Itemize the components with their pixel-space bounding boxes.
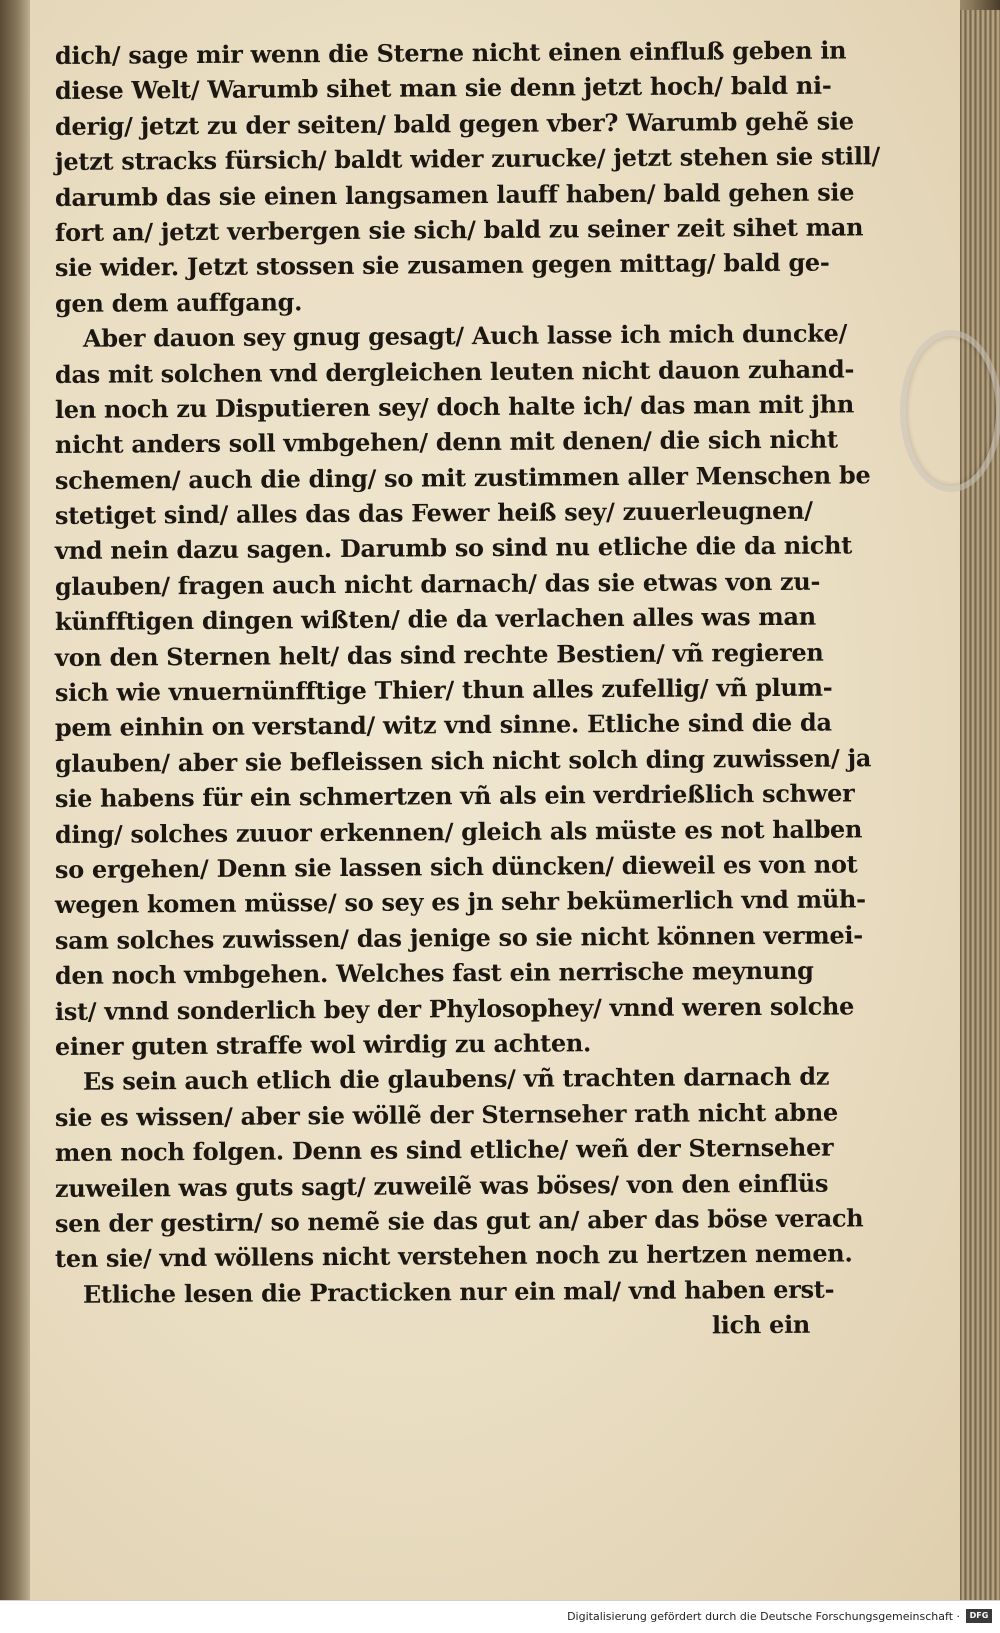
text-line: ist/ vnnd sonderlich bey der Phylosophey/ vnnd weren solche: [54, 990, 855, 1026]
text-line: dich/ sage mir wenn die Sterne nicht einen einfluß geben in: [54, 35, 847, 70]
text-line: sie wider. Jetzt stossen sie zusamen gegen mittag/ bald ge-: [54, 247, 830, 283]
text-line: sie es wissen/ aber sie wöllẽ der Sternseher rath nicht abne: [54, 1097, 839, 1132]
text-line: den noch vmbgehen. Welches fast ein nerrische meynung: [54, 955, 814, 991]
text-line: pem einhin on verstand/ witz vnd sinne. Etliche sind die da: [54, 707, 832, 743]
text-line: so ergehen/ Denn sie lassen sich düncken/ dieweil es von not: [54, 849, 858, 884]
paragraph-start-line: Etliche lesen die Practicken nur ein mal/ vnd haben erst-: [82, 1274, 835, 1309]
text-line: zuweilen was guts sagt/ zuweilẽ was böses/ von den einflüs: [54, 1168, 829, 1203]
body-text: [54, 35, 881, 1347]
text-line: men noch folgen. Denn es sind etliche/ weñ der Sternseher: [54, 1132, 834, 1168]
catchword: lich ein: [711, 1309, 811, 1340]
text-line: diese Welt/ Warumb sihet man sie denn jetzt hoch/ bald ni-: [54, 70, 832, 106]
text-line: derig/ jetzt zu der seiten/ bald gegen vber? Warumb gehẽ sie: [54, 106, 854, 141]
text-line: sen der gestirn/ so nemẽ sie das gut an/ aber das böse verach: [54, 1203, 864, 1238]
text-line: sich wie vnuernünfftige Thier/ thun alles zufellig/ vñ plum-: [54, 672, 833, 708]
text-line: künfftigen dingen wißten/ die da verlachen alles was man: [54, 601, 816, 637]
text-line: einer guten straffe wol wirdig zu achten.: [54, 1028, 592, 1061]
text-line: len noch zu Disputieren sey/ doch halte ich/ das man mit jhn: [54, 389, 855, 424]
text-line: glauben/ fragen auch nicht darnach/ das sie etwas von zu-: [54, 566, 821, 601]
text-line: sie habens für ein schmertzen vñ als ein verdrießlich schwer: [54, 778, 855, 814]
funding-credit: Digitalisierung gefördert durch die Deutsche Forschungsgemeinschaft ·: [567, 1610, 960, 1623]
text-line: schemen/ auch die ding/ so mit zustimmen aller Menschen be: [54, 459, 871, 495]
paragraph-start-line: Aber dauon sey gnug gesagt/ Auch lasse ich mich duncke/: [82, 318, 848, 353]
text-line: das mit solchen vnd dergleichen leuten nicht dauon zuhand-: [54, 353, 855, 389]
bookmark-ring: [900, 330, 1000, 492]
text-line: ding/ solches zuuor erkennen/ gleich als müste es not halben: [54, 813, 863, 849]
text-line: von den Sternen helt/ das sind rechte Bestien/ vñ regieren: [54, 637, 824, 672]
text-line: gen dem auffgang.: [54, 287, 303, 318]
text-line: sam solches zuwissen/ das jenige so sie nicht können vermei-: [54, 920, 863, 955]
text-line: ten sie/ vnd wöllens nicht verstehen noch zu hertzen nemen.: [54, 1238, 853, 1274]
text-line: stetiget sind/ alles das das Fewer heiß sey/ zuuerleugnen/: [54, 495, 813, 531]
dfg-logo: DFG: [966, 1609, 992, 1623]
paragraph-start-line: Es sein auch etlich die glaubens/ vñ trachten darnach dz: [82, 1061, 830, 1097]
text-line: jetzt stracks fürsich/ baldt wider zurucke/ jetzt stehen sie still/: [54, 141, 881, 177]
text-line: wegen komen müsse/ so sey es jn sehr bekümerlich vnd müh-: [54, 884, 866, 920]
text-line: fort an/ jetzt verbergen sie sich/ bald zu seiner zeit sihet man: [54, 212, 864, 247]
text-line: glauben/ aber sie befleissen sich nicht solch ding zuwissen/ ja: [54, 743, 872, 778]
digitization-footer: [0, 1600, 1000, 1633]
text-line: darumb das sie einen langsamen lauff haben/ bald gehen sie: [54, 176, 855, 212]
text-line: vnd nein dazu sagen. Darumb so sind nu etliche die da nicht: [54, 530, 853, 566]
text-line: nicht anders soll vmbgehen/ denn mit denen/ die sich nicht: [54, 424, 838, 460]
page-edges: [960, 10, 1000, 1600]
